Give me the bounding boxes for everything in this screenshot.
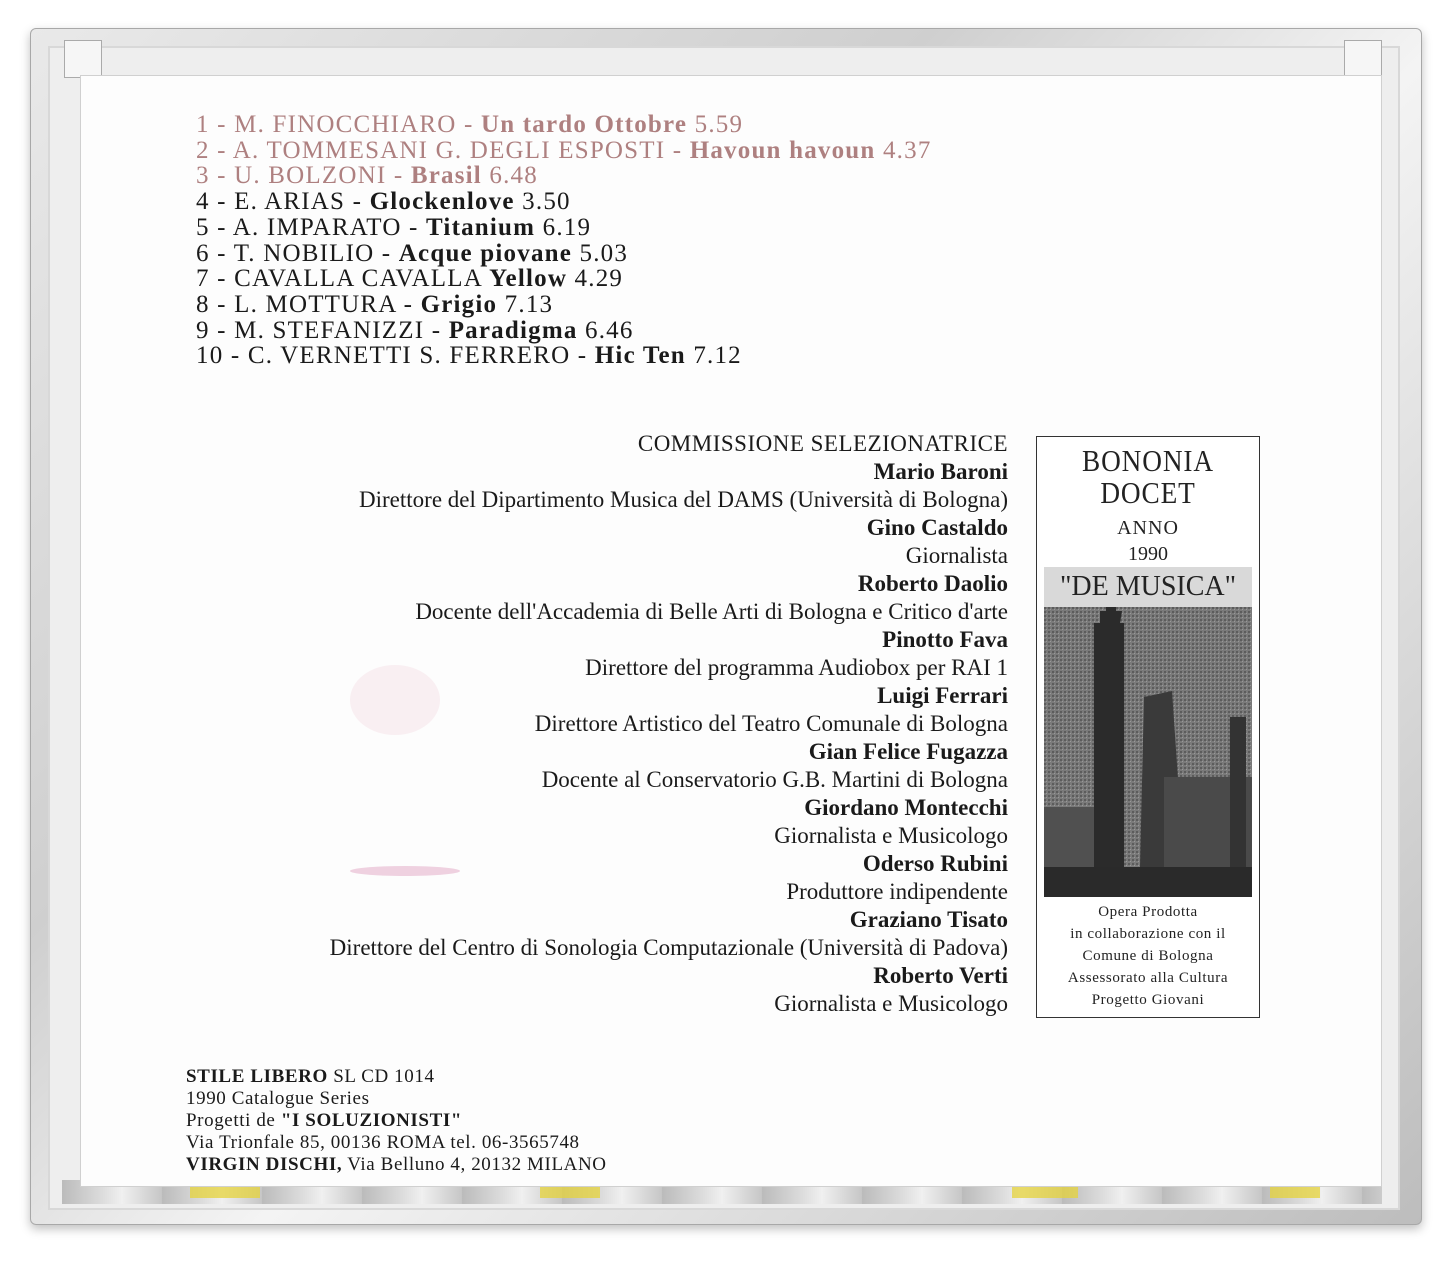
track-number: 5 -: [196, 213, 227, 241]
member-name: Roberto Daolio: [857, 571, 1008, 596]
spine-mark: [540, 1186, 600, 1198]
track-number: 4 -: [196, 188, 227, 216]
stamp-title-line2: DOCET: [1100, 475, 1196, 510]
member-name: Gian Felice Fugazza: [808, 739, 1008, 764]
track-item: [196, 112, 1096, 138]
track-duration: 7.12: [693, 342, 742, 370]
track-title: Acque piovane: [398, 239, 573, 267]
member-role: Giornalista e Musicologo: [774, 991, 1008, 1016]
publisher-address: Via Trionfale 85, 00136 ROMA tel. 06-3565748: [186, 1132, 580, 1153]
case-hinge-left: [64, 40, 102, 78]
track-number: 9 -: [196, 316, 227, 344]
track-artist: U. BOLZONI -: [234, 162, 404, 190]
member-role: Direttore del Dipartimento Musica del DAMS (Università di Bologna): [359, 487, 1008, 512]
track-duration: 5.59: [694, 111, 744, 138]
member-role: Docente dell'Accademia di Belle Arti di Bologna e Critico d'arte: [415, 599, 1008, 624]
track-artist: C. VERNETTI S. FERRERO -: [247, 342, 588, 370]
track-artist: M. STEFANIZZI -: [234, 316, 442, 344]
spine-mark: [190, 1186, 260, 1198]
track-title: Glockenlove: [369, 188, 515, 216]
stamp-credit-line: Progetto Giovani: [1091, 992, 1205, 1008]
bononia-docet-stamp: [1036, 436, 1260, 1018]
track-duration: 5.03: [579, 239, 629, 267]
track-title: Titanium: [426, 213, 536, 241]
track-item: [196, 292, 1096, 318]
member-name: Graziano Tisato: [849, 907, 1008, 932]
stamp-banner: "DE MUSICA": [1059, 571, 1237, 602]
member-role: Giornalista: [905, 543, 1008, 568]
track-item: [196, 189, 1096, 215]
track-title: Havoun havoun: [689, 136, 876, 164]
track-item: [196, 343, 1096, 369]
track-duration: 6.46: [585, 316, 634, 344]
track-title: Brasil: [410, 162, 482, 190]
member-role: Produttore indipendente: [786, 879, 1008, 904]
track-number: 10 -: [196, 342, 241, 370]
member-name: Gino Castaldo: [866, 515, 1008, 540]
publisher-info: [186, 1066, 607, 1176]
member-role: Direttore Artistico del Teatro Comunale di Bologna: [534, 711, 1008, 736]
track-number: 6 -: [196, 239, 227, 267]
track-item: [196, 138, 1096, 164]
stamp-year: 1990: [1128, 543, 1168, 565]
track-duration: 4.29: [574, 265, 624, 293]
bologna-towers-image: [1044, 567, 1252, 897]
spine-mark: [1270, 1186, 1320, 1198]
track-title: Un tardo Ottobre: [480, 111, 688, 138]
track-item: [196, 266, 1096, 292]
track-artist: A. IMPARATO -: [232, 213, 419, 241]
track-number: 3 -: [196, 162, 227, 190]
track-title: Paradigma: [448, 316, 578, 344]
member-role: Docente al Conservatorio G.B. Martini di Bologna: [541, 767, 1008, 792]
track-item: [196, 241, 1096, 267]
stamp-credit-line: in collaborazione con il: [1070, 926, 1226, 942]
catalog-number: SL CD 1014: [333, 1066, 435, 1087]
member-role: Direttore del programma Audiobox per RAI 1: [585, 655, 1008, 680]
member-role: Direttore del Centro di Sonologia Computazionale (Università di Padova): [329, 935, 1008, 960]
track-artist: M. FINOCCHIARO -: [234, 111, 474, 138]
track-list: [196, 112, 1096, 369]
member-name: Pinotto Fava: [882, 627, 1008, 652]
track-title: Yellow: [489, 265, 568, 293]
stamp-credit-line: Opera Prodotta: [1098, 904, 1198, 920]
track-duration: 4.37: [882, 136, 932, 164]
committee-heading: COMMISSIONE SELEZIONATRICE: [637, 431, 1008, 456]
track-item: [196, 215, 1096, 241]
distributor-address: Via Belluno 4, 20132 MILANO: [347, 1154, 607, 1175]
catalogue-series: 1990 Catalogue Series: [186, 1088, 370, 1109]
progetti-prefix: Progetti de: [186, 1110, 276, 1131]
track-artist: T. NOBILIO -: [233, 239, 392, 267]
progetti-name: "I SOLUZIONISTI": [280, 1110, 462, 1131]
track-duration: 3.50: [522, 188, 571, 216]
track-duration: 6.19: [542, 213, 592, 241]
stamp-title-line1: BONONIA: [1082, 443, 1214, 478]
track-number: 2 -: [196, 136, 227, 164]
track-number: 7 -: [196, 265, 227, 293]
stamp-anno: ANNO: [1117, 517, 1179, 539]
track-artist: CAVALLA CAVALLA: [234, 265, 482, 293]
track-artist: L. MOTTURA -: [234, 290, 414, 318]
track-item: [196, 163, 1096, 189]
member-name: Roberto Verti: [873, 963, 1008, 988]
track-number: 1 -: [196, 111, 227, 138]
member-name: Oderso Rubini: [862, 851, 1008, 876]
member-name: Luigi Ferrari: [877, 683, 1008, 708]
case-hinge-right: [1344, 40, 1382, 78]
track-number: 8 -: [196, 290, 227, 318]
label-name: STILE LIBERO: [186, 1066, 328, 1087]
member-name: Mario Baroni: [873, 459, 1008, 484]
stamp-credit-line: Assessorato alla Cultura: [1067, 970, 1229, 986]
track-title: Grigio: [420, 290, 498, 318]
stamp-credits: [1037, 901, 1259, 1011]
selection-committee: [150, 430, 1008, 1018]
track-duration: 7.13: [504, 290, 554, 318]
track-item: [196, 318, 1096, 344]
distributor-name: VIRGIN DISCHI,: [186, 1154, 343, 1175]
member-name: Giordano Montecchi: [804, 795, 1008, 820]
track-artist: E. ARIAS -: [234, 188, 363, 216]
track-duration: 6.48: [489, 162, 538, 190]
member-role: Giornalista e Musicologo: [774, 823, 1008, 848]
track-artist: A. TOMMESANI G. DEGLI ESPOSTI -: [232, 136, 683, 164]
stamp-credit-line: Comune di Bologna: [1082, 948, 1214, 964]
spine-mark: [1012, 1186, 1078, 1198]
track-title: Hic Ten: [594, 342, 686, 370]
